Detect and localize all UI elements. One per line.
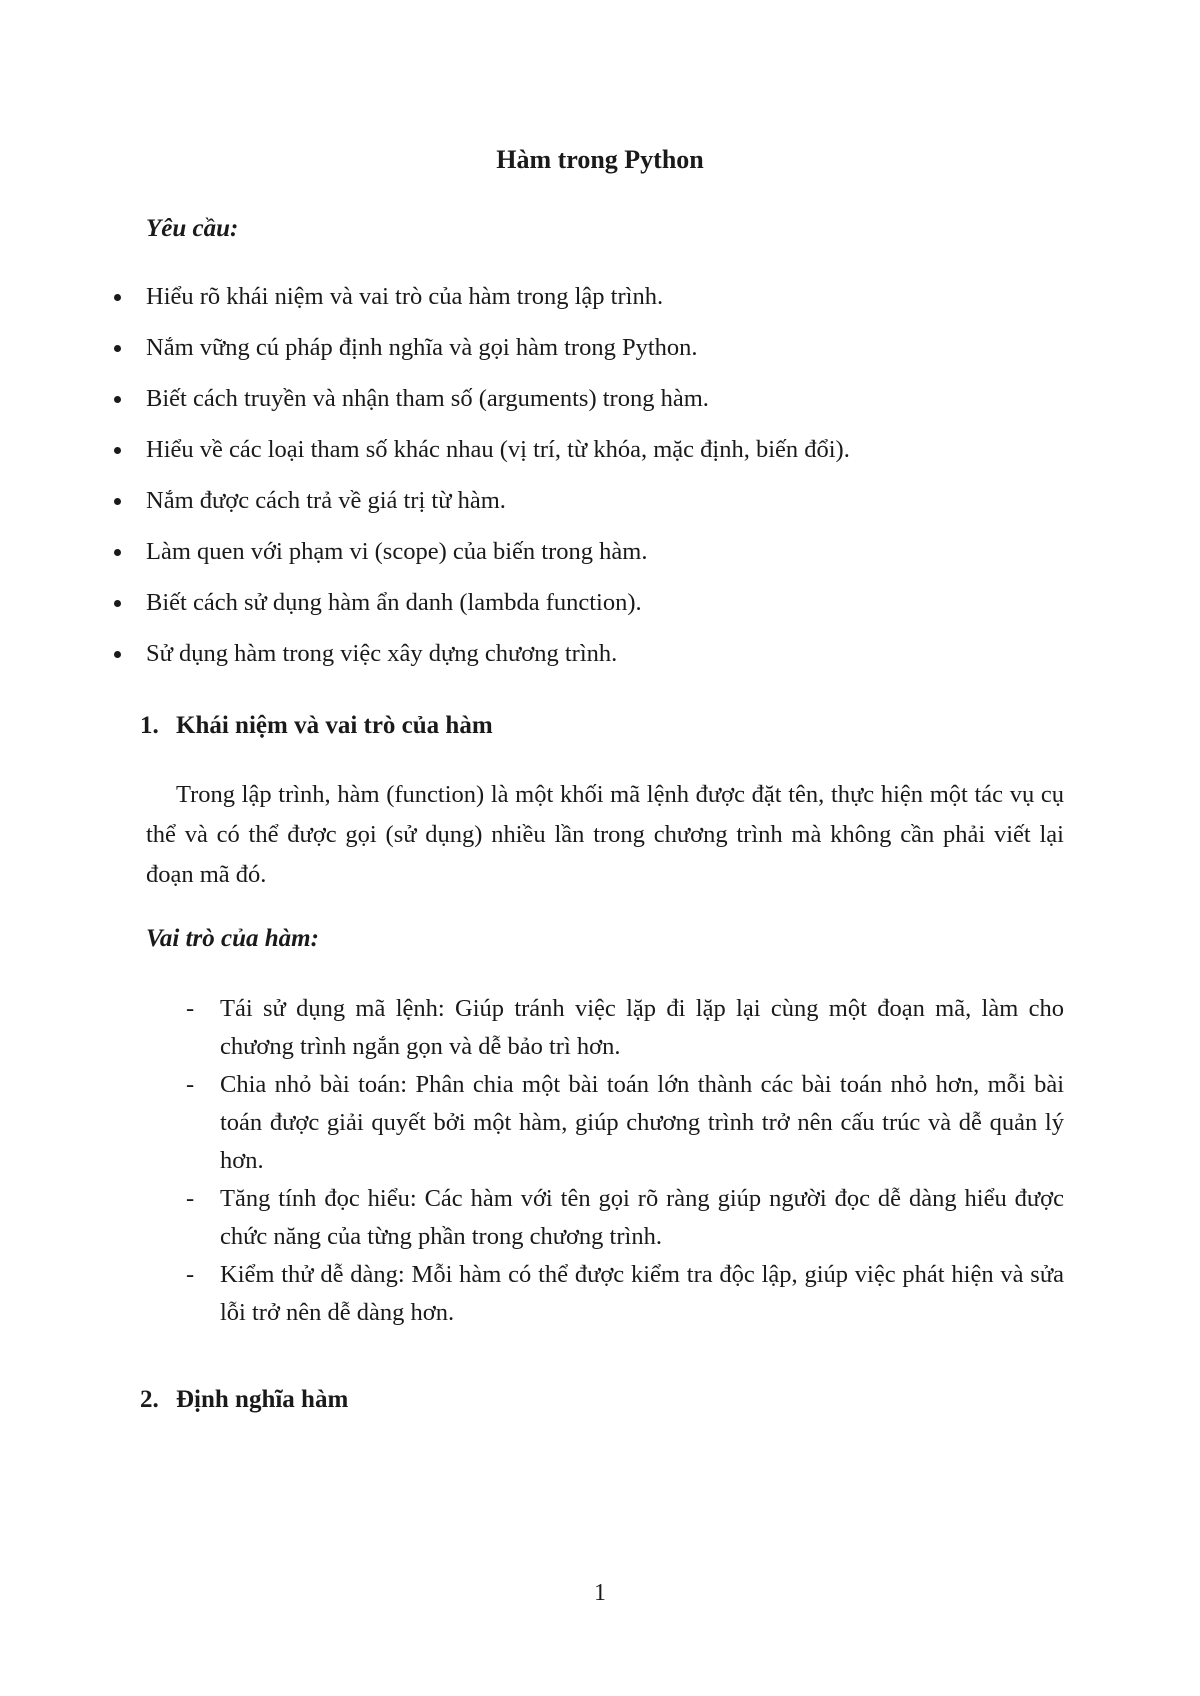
dash-marker: - (186, 1185, 195, 1212)
section-2-heading (140, 1386, 348, 1414)
bullet-icon (114, 651, 121, 658)
list-item-text: Biết cách truyền và nhận tham số (arguments) trong hàm. (146, 385, 709, 412)
bullet-icon (114, 294, 121, 301)
bullet-icon (114, 396, 121, 403)
dash-marker: - (186, 1071, 195, 1098)
list-item-text: Nắm vững cú pháp định nghĩa và gọi hàm trong Python. (146, 334, 698, 361)
list-item (110, 282, 850, 333)
list-item-text: Tái sử dụng mã lệnh: Giúp tránh việc lặp đi lặp lại cùng một đoạn mã, làm cho chương trình ngắn gọn và dễ bảo trì hơn. (220, 995, 1064, 1060)
dash-marker: - (186, 995, 195, 1022)
list-item (110, 588, 850, 639)
section-number: 1. (140, 712, 159, 739)
list-item-text: Làm quen với phạm vi (scope) của biến trong hàm. (146, 538, 648, 565)
list-item-text: Hiểu rõ khái niệm và vai trò của hàm trong lập trình. (146, 283, 664, 310)
list-item-text: Sử dụng hàm trong việc xây dựng chương trình. (146, 640, 618, 667)
list-item (186, 1066, 1064, 1180)
roles-heading: Vai trò của hàm: (146, 925, 319, 952)
list-item (110, 639, 850, 690)
list-item (186, 1256, 1064, 1332)
document-title: Hàm trong Python (496, 145, 704, 174)
list-item (110, 333, 850, 384)
list-item-text: Tăng tính đọc hiểu: Các hàm với tên gọi rõ ràng giúp người đọc dễ dàng hiểu được chức năng của từng phần trong chương trình. (220, 1185, 1064, 1250)
section-title: Định nghĩa hàm (176, 1386, 349, 1413)
section-1-heading (140, 712, 493, 740)
page-number: 1 (594, 1580, 606, 1606)
roles-list (186, 990, 1064, 1332)
list-item (110, 384, 850, 435)
bullet-icon (114, 447, 121, 454)
bullet-icon (114, 600, 121, 607)
list-item (110, 537, 850, 588)
bullet-icon (114, 549, 121, 556)
list-item-text: Hiểu về các loại tham số khác nhau (vị trí, từ khóa, mặc định, biến đổi). (146, 436, 850, 463)
list-item (110, 435, 850, 486)
list-item-text: Chia nhỏ bài toán: Phân chia một bài toán lớn thành các bài toán nhỏ hơn, mỗi bài toán được giải quyết bởi một hàm, giúp chương trình trở nên cấu trúc và dễ quản lý hơn. (220, 1071, 1064, 1174)
list-item-text: Kiểm thử dễ dàng: Mỗi hàm có thể được kiểm tra độc lập, giúp việc phát hiện và sửa lỗi trở nên dễ dàng hơn. (220, 1261, 1064, 1326)
bullet-icon (114, 498, 121, 505)
list-item (186, 990, 1064, 1066)
section-1-paragraph: Trong lập trình, hàm (function) là một khối mã lệnh được đặt tên, thực hiện một tác vụ cụ thể và có thể được gọi (sử dụng) nhiều lần trong chương trình mà không cần phải viết lại đoạn mã đó. (146, 781, 1064, 888)
list-item (186, 1180, 1064, 1256)
requirements-list (110, 282, 850, 690)
list-item (110, 486, 850, 537)
section-title: Khái niệm và vai trò của hàm (176, 712, 493, 739)
section-number: 2. (140, 1386, 159, 1413)
list-item-text: Nắm được cách trả về giá trị từ hàm. (146, 487, 506, 514)
requirements-heading: Yêu cầu: (146, 215, 239, 242)
bullet-icon (114, 345, 121, 352)
dash-marker: - (186, 1261, 195, 1288)
list-item-text: Biết cách sử dụng hàm ẩn danh (lambda function). (146, 589, 642, 616)
